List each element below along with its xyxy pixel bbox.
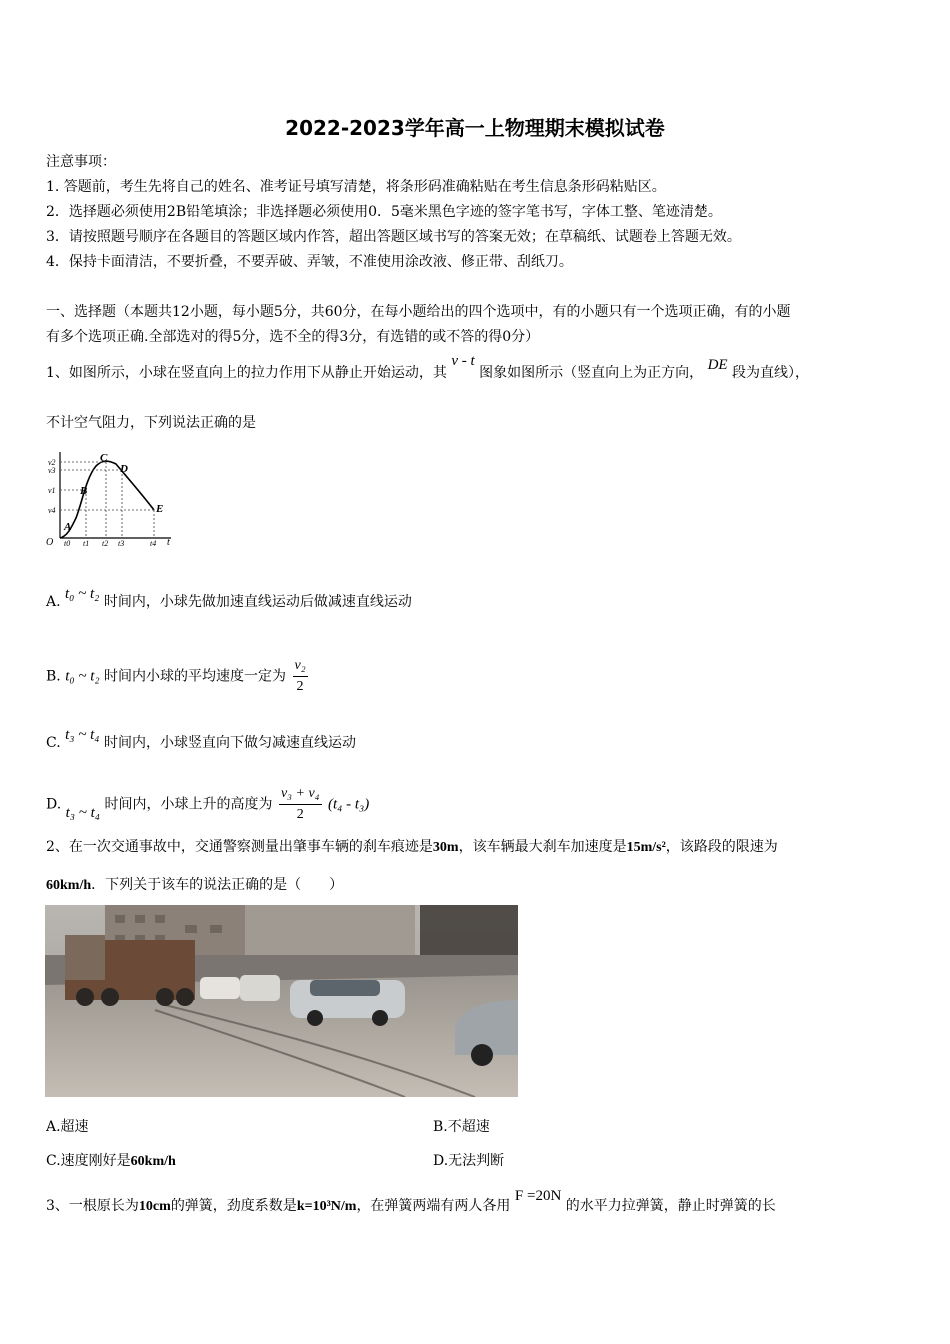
x-label-t0: t0 [64, 539, 71, 546]
vt-graph [46, 448, 176, 546]
q2-stem-line2: 60km/h．下列关于该车的说法正确的是（ ） [46, 877, 344, 893]
q1-stem-line1 [46, 353, 810, 383]
q1-option-d[interactable]: D. t₃ ~ t₄ 时间内，小球上升的高度为 $\frac{\text{v₃ + v₄}}{2}$ (t₄ - t₃) [46, 784, 369, 825]
notice-item-2: 2．选择题必须使用2B铅笔填涂；非选择题必须使用0．5毫米黑色字迹的签字笔书写，字体工整、笔迹清楚。 [46, 204, 722, 220]
q1-part2: 图象如图所示（竖直向上为正方向， [479, 365, 704, 381]
q1-part1: 1、如图所示，小球在竖直向上的拉力作用下从静止开始运动，其 [46, 365, 447, 381]
q1-stem-line2: 不计空气阻力，下列说法正确的是 [46, 415, 256, 431]
notice-item-1: 1. 答题前，考生先将自己的姓名、准考证号填写清楚，将条形码准确粘贴在考生信息条形码粘贴区。 [46, 179, 666, 195]
point-A: A [64, 521, 72, 533]
y-label-v2: v2 [48, 458, 56, 467]
q2-option-c[interactable]: C.速度刚好是60km/h [46, 1153, 176, 1169]
section1-line2: 有多个选项正确.全部选对的得5分，选不全的得3分，有选错的或不答的得0分） [46, 329, 540, 345]
q1-option-d-range: t₃ ~ t₄ [65, 804, 101, 821]
point-C: C [100, 452, 108, 464]
q1-vt-symbol: v - t [451, 353, 475, 369]
q3-force-formula: F =20N [514, 1188, 562, 1204]
q1-option-a[interactable]: A. t₀ ~ t₂ 时间内，小球先做加速直线运动后做减速直线运动 [46, 586, 412, 610]
notice-item-4: 4．保持卡面清洁，不要折叠，不要弄破、弄皱，不准使用涂改液、修正带、刮纸刀。 [46, 254, 573, 270]
q1-de-symbol: DE [707, 357, 728, 373]
q1-option-b[interactable]: B. t₀ ~ t₂ 时间内小球的平均速度一定为 $\frac{\text{v₂}}{2}$ [46, 656, 310, 697]
notice-item-3: 3．请按照题号顺序在各题目的答题区域内作答，超出答题区域书写的答案无效；在草稿纸、试题卷上答题无效。 [46, 229, 741, 245]
x-label-t2: t2 [102, 539, 109, 546]
traffic-photo [45, 905, 518, 1097]
q2-option-d[interactable]: D.无法判断 [433, 1153, 505, 1169]
q1-option-c-range: t₃ ~ t₄ [65, 727, 100, 743]
fraction-v3-plus-v4-over-2: $\frac{\text{v₃ + v₄}}{2}$ [280, 786, 320, 822]
q1-part3: 段为直线）， [732, 365, 810, 381]
page-title: 2022-2023学年高一上物理期末模拟试卷 [285, 116, 665, 140]
t-axis-label: t [167, 537, 170, 546]
vt-curve [60, 461, 154, 538]
origin-label: O [46, 537, 54, 546]
notice-heading: 注意事项： [46, 154, 116, 170]
q2-option-b[interactable]: B.不超速 [433, 1119, 490, 1135]
q1-option-a-range: t₀ ~ t₂ [65, 586, 100, 602]
y-label-v3: v3 [48, 466, 56, 475]
x-label-t1: t1 [83, 539, 90, 546]
q1-option-c[interactable]: C. t₃ ~ t₄ 时间内，小球竖直向下做匀减速直线运动 [46, 727, 356, 751]
y-label-v1: v1 [48, 486, 56, 495]
y-label-v4: v4 [48, 506, 56, 515]
point-B: B [80, 485, 88, 497]
x-label-t3: t3 [118, 539, 125, 546]
q3-stem-line1: 3、一根原长为10cm的弹簧，劲度系数是k=10³N/m，在弹簧两端有两人各用 F =20N 的水平力拉弹簧，静止时弹簧的长 [46, 1188, 776, 1214]
fraction-v2-over-2: $\frac{\text{v₂}}{2}$ [294, 658, 306, 694]
section1-line1: 一、选择题（本题共12小题，每小题5分，共60分，在每小题给出的四个选项中，有的小题只有一个选项正确，有的小题 [46, 304, 791, 320]
q1-option-b-range: t₀ ~ t₂ [65, 668, 100, 685]
q2-stem-line1: 2、在一次交通事故中，交通警察测量出肇事车辆的刹车痕迹是30m，该车辆最大刹车加速度是15m/s²，该路段的限速为 [46, 839, 778, 855]
x-label-t4: t4 [150, 539, 157, 546]
point-E: E [156, 503, 164, 515]
point-D: D [120, 463, 128, 475]
q2-option-a[interactable]: A.超速 [46, 1119, 89, 1135]
